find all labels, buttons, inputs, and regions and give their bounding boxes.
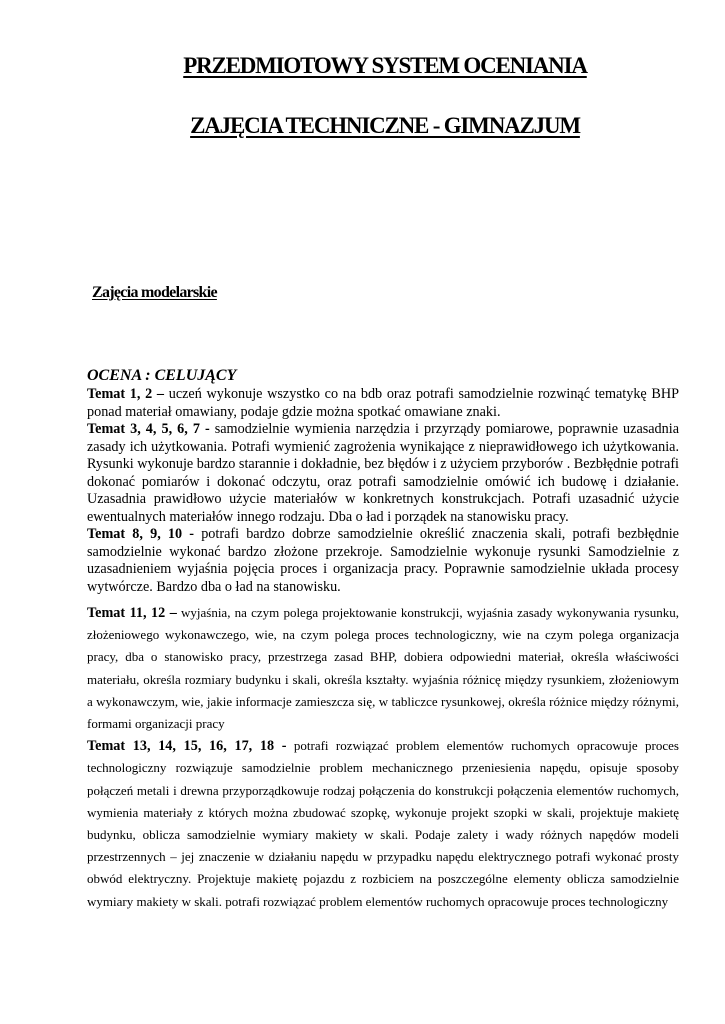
paragraph-text: potrafi rozwiązać problem elementów ruchomych opracowuje proces technologiczny rozwiązuje samodzielnie problem mechanicznego przeniesienia napędu, opisuje sposoby połączeń metali i drewna przyporządkowuje rodzaj połączenia do konstrukcji połączenia elementów ruchomych, wymienia materiały z których można zbudować szopkę, wykonuje projekt szopki w skali, projektuje makietę budynku, oblicza samodzielnie wymiary makiety w skali. Podaje zalety i wady różnych napędów modeli przestrzennych – jej znaczenie w działaniu napędu w przypadku napędu elektrycznego potrafi wykonać prosty obwód elektryczny. Projektuje makietę pojazdu z rozbiciem na poszczególne elementy oblicza samodzielnie wymiary makiety w skali. potrafi rozwiązać problem elementów ruchomych opracowuje proces technologiczny [87,738,679,909]
paragraph-temat-1-2 [87,386,679,421]
grade-heading: OCENA : CELUJĄCY [87,367,237,384]
paragraph-temat-13-18 [87,735,679,913]
document-subtitle: ZAJĘCIA TECHNICZNE - GIMNAZJUM [190,113,580,138]
paragraph-text: wyjaśnia, na czym polega projektowanie konstrukcji, wyjaśnia zasady wykonywania rysunku, złożeniowego wykonawczego, wie, na czym polega proces technologiczny, wie na czym polega organizacja pracy, dba o stanowisko pracy, przestrzega zasad BHP, dobiera odpowiedni materiał, określa właściwości materiału, określa rozmiary budynku i skali, określa kształty. wyjaśnia różnicę między rysunkiem, złożeniowym a wykonawczym, wie, jakie informacje zamieszcza się, w tabliczce rysunkowej, określa różnice między różnymi, formami organizacji pracy [87,605,679,732]
paragraph-temat-3-7 [87,421,679,526]
section-heading: Zajęcia modelarskie [92,284,217,301]
paragraph-group-compact [87,386,679,596]
paragraph-lead: Temat 11, 12 – [87,605,177,621]
paragraph-text: samodzielnie wymienia narzędzia i przyrządy pomiarowe, poprawnie uzasadnia zasady ich użytkowania. Potrafi wymienić zagrożenia wynikające z nieprawidłowego ich użytkowania. Rysunki wykonuje bardzo starannie i dokładnie, bez błędów i z użyciem przyborów . Bezbłędnie potrafi dokonać pomiarów i dokonać odczytu, oraz potrafi samodzielnie omówić ich budowę i działanie. Uzasadnia prawidłowo użycie materiałów w konkretnych konstrukcjach. Potrafi uzasadnić użycie ewentualnych materiałów innego rodzaju. Dba o ład i porządek na stanowisku pracy. [87,421,679,525]
paragraph-temat-8-10 [87,526,679,596]
paragraph-lead: Temat 13, 14, 15, 16, 17, 18 - [87,738,287,755]
paragraph-lead: Temat 3, 4, 5, 6, 7 - [87,421,210,437]
paragraph-text: uczeń wykonuje wszystko co na bdb oraz potrafi samodzielnie rozwinąć tematykę BHP ponad materiał omawiany, podaje gdzie można spotkać omawiane znaki. [87,386,680,420]
document-title: PRZEDMIOTOWY SYSTEM OCENIANIA [183,53,587,78]
paragraph-text: potrafi bardzo dobrze samodzielnie określić znaczenia skali, potrafi bezbłędnie samodzielnie wykonać bardzo złożone przekroje. Samodzielnie wykonuje rysunki Samodzielnie z uzasadnieniem wyjaśnia pojęcia proces i organizacja pracy. Poprawnie samodzielnie układa procesy wytwórcze. Bardzo dba o ład na stanowisku. [87,526,679,595]
paragraph-group-wide [87,602,679,913]
paragraph-lead: Temat 1, 2 – [87,386,165,402]
paragraph-temat-11-12 [87,602,679,735]
paragraph-lead: Temat 8, 9, 10 - [87,526,195,542]
